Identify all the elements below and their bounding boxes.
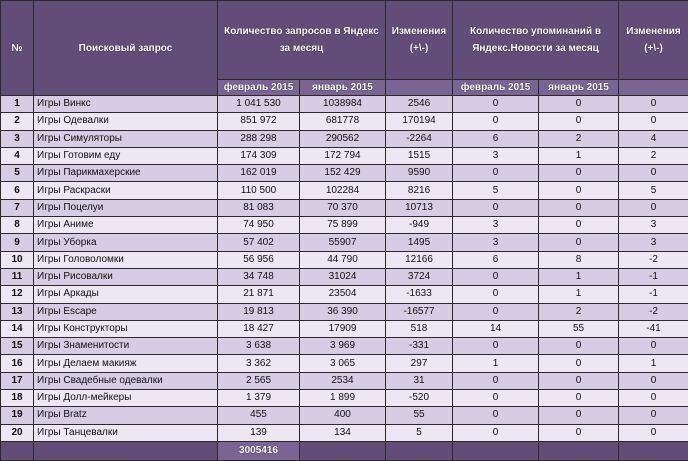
table-row (1, 286, 688, 303)
table-row (1, 424, 688, 441)
table-row (1, 130, 688, 147)
jan-count-cell: 44 790 (300, 251, 386, 268)
row-number: 7 (1, 199, 34, 216)
change-cell: 1495 (386, 234, 453, 251)
change-cell: -520 (386, 390, 453, 407)
feb-count-cell: 21 871 (218, 286, 300, 303)
news-change-cell: -2 (619, 303, 688, 320)
news-feb-cell: 5 (453, 182, 539, 199)
news-feb-cell: 0 (453, 390, 539, 407)
jan-count-cell: 3 065 (300, 355, 386, 372)
change-cell: -16577 (386, 303, 453, 320)
news-feb-cell: 0 (453, 424, 539, 441)
news-jan-cell: 0 (539, 199, 619, 216)
footer-blank (453, 441, 539, 460)
change-cell: 10713 (386, 199, 453, 216)
query-cell: Игры Уборка (34, 234, 218, 251)
row-number: 14 (1, 320, 34, 337)
news-change-cell: 0 (619, 372, 688, 389)
feb-count-cell: 74 950 (218, 217, 300, 234)
news-jan-cell: 0 (539, 113, 619, 130)
row-number: 8 (1, 217, 34, 234)
news-change-cell: -41 (619, 320, 688, 337)
jan-count-cell: 152 429 (300, 165, 386, 182)
table-row (1, 199, 688, 216)
query-cell: Игры Escape (34, 303, 218, 320)
news-change-cell: 0 (619, 424, 688, 441)
news-feb-cell: 3 (453, 147, 539, 164)
query-cell: Игры Аниме (34, 217, 218, 234)
query-cell: Игры Готовим еду (34, 147, 218, 164)
row-number: 19 (1, 407, 34, 424)
change-cell: 170194 (386, 113, 453, 130)
news-feb-cell: 6 (453, 251, 539, 268)
table-row (1, 390, 688, 407)
feb-count-cell: 56 956 (218, 251, 300, 268)
news-change-cell: 0 (619, 113, 688, 130)
table-row (1, 372, 688, 389)
table-row (1, 251, 688, 268)
feb-count-cell: 19 813 (218, 303, 300, 320)
feb-count-cell: 34 748 (218, 268, 300, 285)
news-feb-cell: 0 (453, 113, 539, 130)
news-feb-cell: 0 (453, 286, 539, 303)
row-number: 13 (1, 303, 34, 320)
change-cell: 8216 (386, 182, 453, 199)
jan-count-cell: 3 969 (300, 338, 386, 355)
news-feb-cell: 0 (453, 96, 539, 113)
query-cell: Игры Раскраски (34, 182, 218, 199)
news-feb-cell: 0 (453, 303, 539, 320)
total-cell: 3005416 (218, 441, 300, 460)
change-cell: -949 (386, 217, 453, 234)
feb-count-cell: 162 019 (218, 165, 300, 182)
news-change-cell: 3 (619, 217, 688, 234)
news-jan-cell: 8 (539, 251, 619, 268)
row-number: 1 (1, 96, 34, 113)
query-cell: Игры Конструкторы (34, 320, 218, 337)
news-feb-cell: 0 (453, 407, 539, 424)
row-number: 6 (1, 182, 34, 199)
jan-count-cell: 681778 (300, 113, 386, 130)
news-feb-cell: 3 (453, 234, 539, 251)
jan-count-cell: 2534 (300, 372, 386, 389)
col-change2-header: Изменения (+\-) (619, 1, 688, 80)
jan-count-cell: 17909 (300, 320, 386, 337)
table-row (1, 338, 688, 355)
news-jan-cell: 1 (539, 286, 619, 303)
row-number: 15 (1, 338, 34, 355)
feb-count-cell: 110 500 (218, 182, 300, 199)
change-cell: 12166 (386, 251, 453, 268)
news-change-cell: 5 (619, 182, 688, 199)
row-number: 5 (1, 165, 34, 182)
change-cell: 297 (386, 355, 453, 372)
news-jan-cell: 2 (539, 303, 619, 320)
jan-header: январь 2015 (300, 80, 386, 96)
query-cell: Игры Головоломки (34, 251, 218, 268)
jan-count-cell: 134 (300, 424, 386, 441)
news-jan-cell: 0 (539, 355, 619, 372)
col-query-header: Поисковый запрос (34, 1, 218, 96)
change-cell: -1633 (386, 286, 453, 303)
feb-news-header: февраль 2015 (453, 80, 539, 96)
table-row (1, 268, 688, 285)
news-feb-cell: 0 (453, 372, 539, 389)
table-row (1, 303, 688, 320)
news-jan-cell: 1 (539, 268, 619, 285)
jan-count-cell: 1 899 (300, 390, 386, 407)
news-jan-cell: 1 (539, 147, 619, 164)
change-cell: 518 (386, 320, 453, 337)
query-cell: Игры Свадебные одевалки (34, 372, 218, 389)
table-row (1, 147, 688, 164)
news-change-cell: 0 (619, 199, 688, 216)
row-number: 9 (1, 234, 34, 251)
row-number: 3 (1, 130, 34, 147)
news-feb-cell: 1 (453, 355, 539, 372)
feb-count-cell: 1 379 (218, 390, 300, 407)
query-cell: Игры Bratz (34, 407, 218, 424)
query-cell: Игры Делаем макияж (34, 355, 218, 372)
feb-count-cell: 81 083 (218, 199, 300, 216)
feb-count-cell: 3 638 (218, 338, 300, 355)
feb-count-cell: 851 972 (218, 113, 300, 130)
col-change1-header: Изменения (+\-) (386, 1, 453, 80)
jan-news-header: январь 2015 (539, 80, 619, 96)
query-cell: Игры Винкс (34, 96, 218, 113)
news-change-cell: 0 (619, 96, 688, 113)
feb-count-cell: 3 362 (218, 355, 300, 372)
row-number: 2 (1, 113, 34, 130)
feb-count-cell: 174 309 (218, 147, 300, 164)
query-cell: Игры Рисовалки (34, 268, 218, 285)
jan-count-cell: 75 899 (300, 217, 386, 234)
query-cell: Игры Аркады (34, 286, 218, 303)
row-number: 12 (1, 286, 34, 303)
query-cell: Игры Симуляторы (34, 130, 218, 147)
news-jan-cell: 0 (539, 338, 619, 355)
footer-blank (34, 441, 218, 460)
change-cell: 31 (386, 372, 453, 389)
row-number: 18 (1, 390, 34, 407)
news-jan-cell: 0 (539, 182, 619, 199)
jan-count-cell: 31024 (300, 268, 386, 285)
news-change-cell: 2 (619, 147, 688, 164)
news-jan-cell: 2 (539, 130, 619, 147)
news-change-cell: -2 (619, 251, 688, 268)
news-jan-cell: 0 (539, 390, 619, 407)
news-change-cell: -1 (619, 268, 688, 285)
feb-count-cell: 1 041 530 (218, 96, 300, 113)
news-feb-cell: 0 (453, 165, 539, 182)
change-cell: 1515 (386, 147, 453, 164)
news-change-cell: 0 (619, 165, 688, 182)
row-number: 20 (1, 424, 34, 441)
table-row (1, 217, 688, 234)
news-jan-cell: 0 (539, 96, 619, 113)
news-jan-cell: 0 (539, 217, 619, 234)
col-yandex-header: Количество запросов в Яндекс за месяц (218, 1, 386, 80)
change2-subheader (619, 80, 688, 96)
change-cell: 9590 (386, 165, 453, 182)
news-jan-cell: 0 (539, 234, 619, 251)
row-number: 10 (1, 251, 34, 268)
table-row (1, 165, 688, 182)
news-change-cell: 3 (619, 234, 688, 251)
col-num-header: № (1, 1, 34, 96)
feb-count-cell: 139 (218, 424, 300, 441)
query-cell: Игры Одевалки (34, 113, 218, 130)
news-jan-cell: 55 (539, 320, 619, 337)
news-change-cell: -1 (619, 286, 688, 303)
table-row (1, 320, 688, 337)
feb-header: февраль 2015 (218, 80, 300, 96)
query-cell: Игры Долл-мейкеры (34, 390, 218, 407)
change-cell: -331 (386, 338, 453, 355)
news-jan-cell: 0 (539, 165, 619, 182)
news-change-cell: 1 (619, 355, 688, 372)
table-row (1, 113, 688, 130)
change1-subheader (386, 80, 453, 96)
jan-count-cell: 1038984 (300, 96, 386, 113)
feb-count-cell: 288 298 (218, 130, 300, 147)
table-row (1, 407, 688, 424)
news-change-cell: 0 (619, 407, 688, 424)
table-row (1, 96, 688, 113)
news-feb-cell: 0 (453, 199, 539, 216)
table-row (1, 182, 688, 199)
footer-blank (1, 441, 34, 460)
jan-count-cell: 172 794 (300, 147, 386, 164)
row-number: 4 (1, 147, 34, 164)
feb-count-cell: 455 (218, 407, 300, 424)
footer-blank (386, 441, 453, 460)
query-cell: Игры Танцевалки (34, 424, 218, 441)
change-cell: 55 (386, 407, 453, 424)
table-row (1, 355, 688, 372)
change-cell: -2264 (386, 130, 453, 147)
jan-count-cell: 70 370 (300, 199, 386, 216)
news-jan-cell: 0 (539, 407, 619, 424)
news-feb-cell: 6 (453, 130, 539, 147)
row-number: 11 (1, 268, 34, 285)
news-feb-cell: 0 (453, 268, 539, 285)
news-jan-cell: 0 (539, 372, 619, 389)
row-number: 16 (1, 355, 34, 372)
news-feb-cell: 3 (453, 217, 539, 234)
query-cell: Игры Знаменитости (34, 338, 218, 355)
news-jan-cell: 0 (539, 424, 619, 441)
change-cell: 5 (386, 424, 453, 441)
row-number: 17 (1, 372, 34, 389)
news-feb-cell: 0 (453, 338, 539, 355)
footer-blank (619, 441, 688, 460)
jan-count-cell: 400 (300, 407, 386, 424)
news-feb-cell: 14 (453, 320, 539, 337)
news-change-cell: 0 (619, 390, 688, 407)
news-change-cell: 4 (619, 130, 688, 147)
table-row (1, 234, 688, 251)
feb-count-cell: 2 565 (218, 372, 300, 389)
jan-count-cell: 36 390 (300, 303, 386, 320)
jan-count-cell: 23504 (300, 286, 386, 303)
jan-count-cell: 55907 (300, 234, 386, 251)
feb-count-cell: 18 427 (218, 320, 300, 337)
change-cell: 3724 (386, 268, 453, 285)
footer-blank (539, 441, 619, 460)
query-cell: Игры Парикмахерские (34, 165, 218, 182)
jan-count-cell: 290562 (300, 130, 386, 147)
feb-count-cell: 57 402 (218, 234, 300, 251)
query-cell: Игры Поцелуи (34, 199, 218, 216)
jan-count-cell: 102284 (300, 182, 386, 199)
change-cell: 2546 (386, 96, 453, 113)
col-news-header: Количество упоминаний в Яндекс.Новости за месяц (453, 1, 619, 80)
footer-blank (300, 441, 386, 460)
news-change-cell: 0 (619, 338, 688, 355)
